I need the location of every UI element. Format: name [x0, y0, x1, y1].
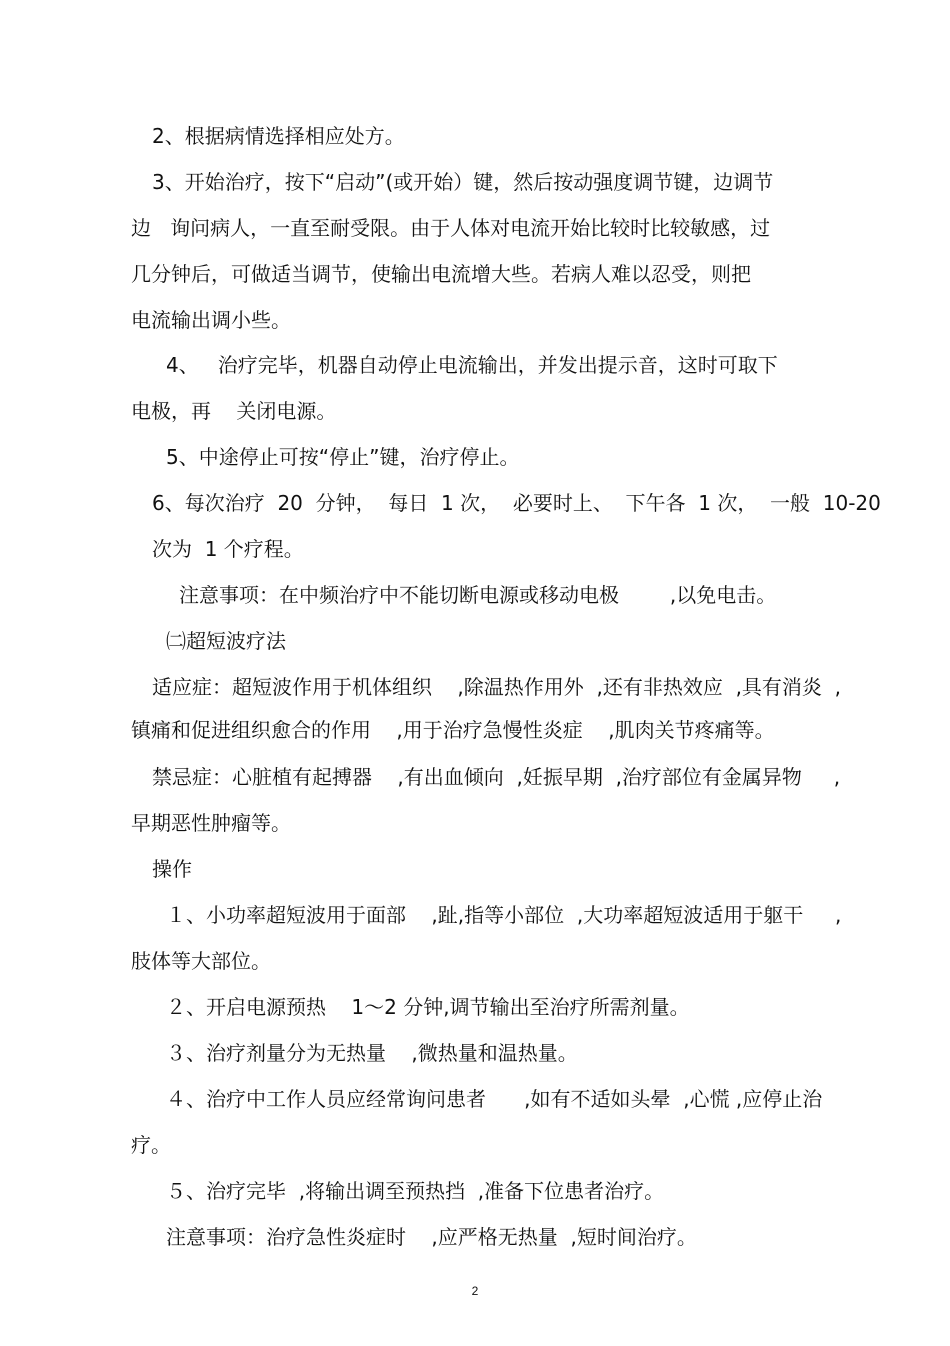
text-line: 4、 治疗完毕，机器自动停止电流输出，并发出提示音，这时可取下	[166, 353, 778, 377]
text-line: 肢体等大部位。	[131, 949, 271, 973]
text-line: ４、治疗中工作人员应经常询问患者 ,如有不适如头晕 ,心慌 ,应停止治	[166, 1087, 823, 1111]
text-line: 镇痛和促进组织愈合的作用 ,用于治疗急慢性炎症 ,肌肉关节疼痛等。	[131, 718, 775, 742]
text-line: 电极，再 关闭电源。	[131, 399, 337, 423]
text-line: 5、中途停止可按“停止”键，治疗停止。	[166, 445, 520, 469]
text-line: 适应症：超短波作用于机体组织 ,除温热作用外 ,还有非热效应 ,具有消炎 ,	[152, 675, 842, 699]
text-line: 次为 1 个疗程。	[152, 537, 304, 561]
text-line: 3、开始治疗，按下“启动”(或开始）键，然后按动强度调节键，边调节	[152, 170, 774, 194]
page-number: 2	[471, 1284, 479, 1298]
text-line: ５、治疗完毕 ,将输出调至预热挡 ,准备下位患者治疗。	[166, 1179, 665, 1203]
text-line: ３、治疗剂量分为无热量 ,微热量和温热量。	[166, 1041, 578, 1065]
text-line: 注意事项：在中频治疗中不能切断电源或移动电极 ,以免电击。	[179, 583, 777, 607]
text-line: 禁忌症：心脏植有起搏器 ,有出血倾向 ,妊振早期 ,治疗部位有金属异物 ,	[152, 765, 841, 789]
subheading: 操作	[152, 857, 192, 881]
text-line: 早期恶性肿瘤等。	[131, 811, 291, 835]
text-line: １、小功率超短波用于面部 ,趾,指等小部位 ,大功率超短波适用于躯干 ,	[166, 903, 842, 927]
text-line: 几分钟后，可做适当调节，使输出电流增大些。若病人难以忍受，则把	[131, 262, 751, 286]
section-heading: ㈡超短波疗法	[166, 629, 286, 653]
text-line: 注意事项：治疗急性炎症时 ,应严格无热量 ,短时间治疗。	[166, 1225, 697, 1249]
text-line: 疗。	[131, 1133, 171, 1157]
text-line: 2、根据病情选择相应处方。	[152, 124, 405, 148]
text-line: 6、每次治疗 20 分钟， 每日 1 次， 必要时上、 下午各 1 次， 一般 10-20	[152, 491, 881, 515]
text-line: 边 询问病人，一直至耐受限。由于人体对电流开始比较时比较敏感，过	[131, 216, 771, 240]
text-line: 电流输出调小些。	[131, 308, 291, 332]
text-line: ２、开启电源预热 1～2 分钟,调节输出至治疗所需剂量。	[166, 995, 690, 1019]
